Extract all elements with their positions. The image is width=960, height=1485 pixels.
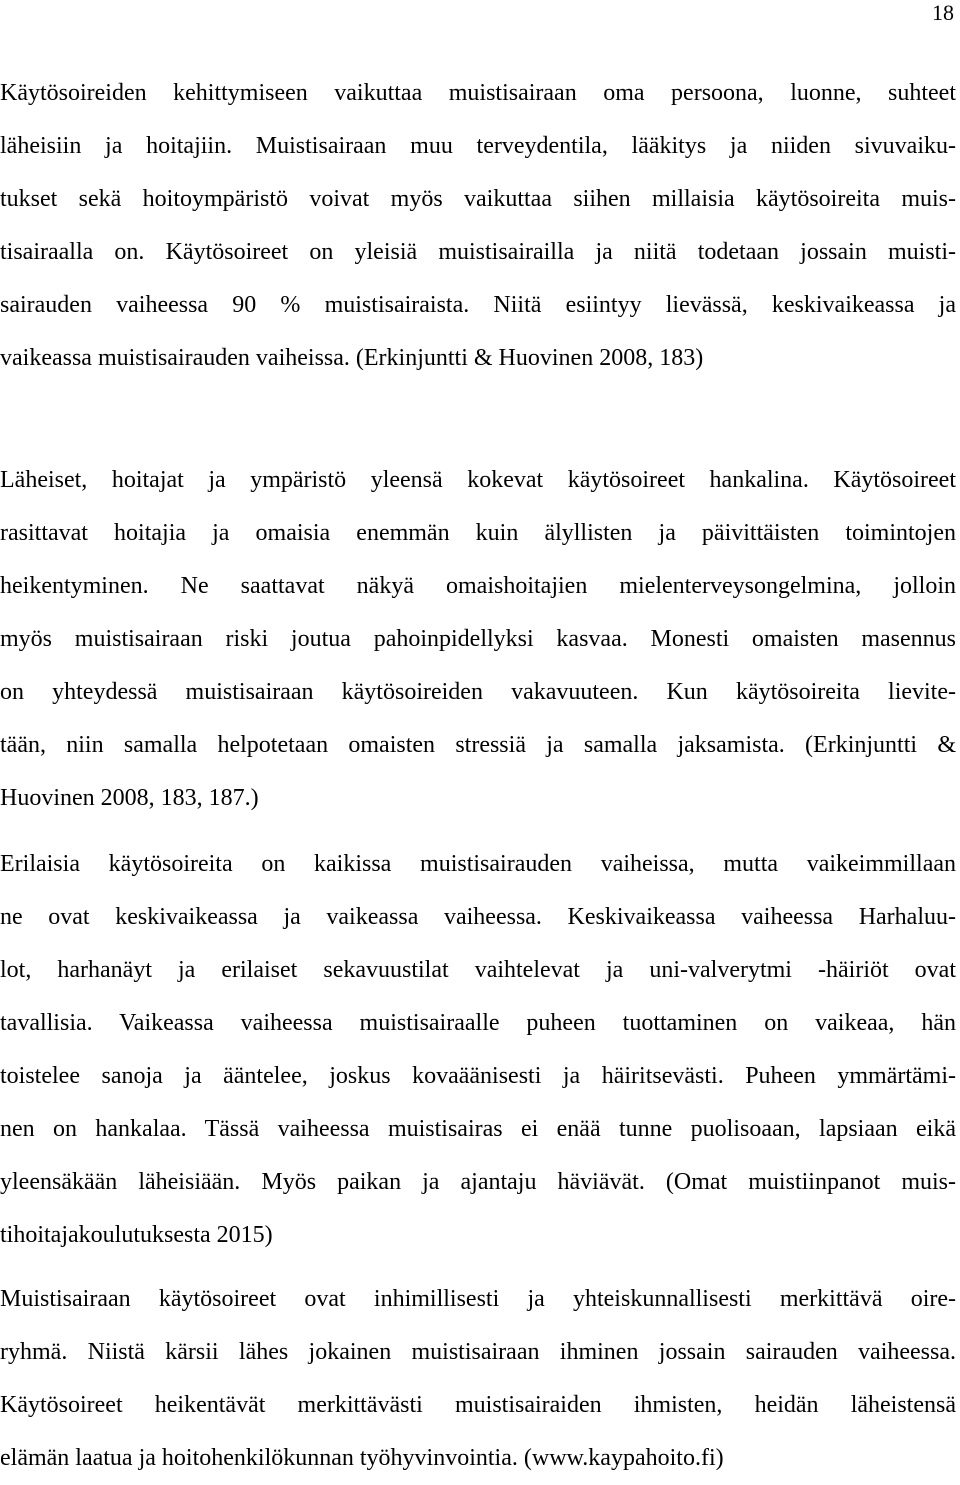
text-line: heikentyminen. Ne saattavat näkyä omaishoitajien mielenterveysongelmina, jolloin — [0, 573, 956, 599]
text-line: tisairaalla on. Käytösoireet on yleisiä muistisairailla ja niitä todetaan jossain muisti- — [0, 239, 956, 265]
paragraph-significance — [0, 1273, 956, 1485]
text-line: yleensäkään läheisiään. Myös paikan ja ajantaju häviävät. (Omat muistiinpanot muis- — [0, 1169, 956, 1195]
text-line: tukset sekä hoitoympäristö voivat myös vaikuttaa siihen millaisia käytösoireita muis- — [0, 186, 956, 212]
text-line: Läheiset, hoitajat ja ympäristö yleensä kokevat käytösoireet hankalina. Käytösoireet — [0, 467, 956, 493]
text-line: ryhmä. Niistä kärsii lähes jokainen muistisairaan ihminen jossain sairauden vaiheessa. — [0, 1339, 956, 1365]
text-line: Muistisairaan käytösoireet ovat inhimillisesti ja yhteiskunnallisesti merkittävä oire- — [0, 1286, 956, 1312]
page-number: 18 — [932, 0, 954, 25]
text-line: Huovinen 2008, 183, 187.) — [0, 785, 259, 811]
text-line: ne ovat keskivaikeassa ja vaikeassa vaiheessa. Keskivaikeassa vaiheessa Harhaluu- — [0, 904, 956, 930]
text-line: läheisiin ja hoitajiin. Muistisairaan muu terveydentila, lääkitys ja niiden sivuvaiku- — [0, 133, 956, 159]
paragraph-disease-stages — [0, 838, 956, 1262]
text-line: lot, harhanäyt ja erilaiset sekavuustilat vaihtelevat ja uni-valverytmi -häiriöt ovat — [0, 957, 956, 983]
text-line: toistelee sanoja ja ääntelee, joskus kovaäänisesti ja häiritsevästi. Puheen ymmärtämi- — [0, 1063, 956, 1089]
paragraph-caregiver-burden — [0, 454, 956, 825]
text-line: tavallisia. Vaikeassa vaiheessa muistisairaalle puheen tuottaminen on vaikeaa, hän — [0, 1010, 956, 1036]
text-line: on yhteydessä muistisairaan käytösoireiden vakavuuteen. Kun käytösoireita lievite- — [0, 679, 956, 705]
text-line: Käytösoireet heikentävät merkittävästi muistisairaiden ihmisten, heidän läheistensä — [0, 1392, 956, 1418]
text-line: Käytösoireiden kehittymiseen vaikuttaa muistisairaan oma persoona, luonne, suhteet — [0, 80, 956, 106]
text-line: tihoitajakoulutuksesta 2015) — [0, 1222, 273, 1248]
text-line: tään, niin samalla helpotetaan omaisten stressiä ja samalla jaksamista. (Erkinjuntti & — [0, 732, 956, 758]
text-line: elämän laatua ja hoitohenkilökunnan työhyvinvointia. (www.kaypahoito.fi) — [0, 1445, 724, 1471]
text-line: vaikeassa muistisairauden vaiheissa. (Erkinjuntti & Huovinen 2008, 183) — [0, 345, 704, 371]
text-line: Erilaisia käytösoireita on kaikissa muistisairauden vaiheissa, mutta vaikeimmillaan — [0, 851, 956, 877]
text-line: rasittavat hoitajia ja omaisia enemmän kuin älyllisten ja päivittäisten toimintojen — [0, 520, 956, 546]
paragraph-behavioral-symptoms-causes — [0, 67, 956, 385]
text-line: sairauden vaiheessa 90 % muistisairaista. Niitä esiintyy lievässä, keskivaikeassa ja — [0, 292, 956, 318]
text-line: nen on hankalaa. Tässä vaiheessa muistisairas ei enää tunne puolisoaan, lapsiaan eikä — [0, 1116, 956, 1142]
text-line: myös muistisairaan riski joutua pahoinpidellyksi kasvaa. Monesti omaisten masennus — [0, 626, 956, 652]
